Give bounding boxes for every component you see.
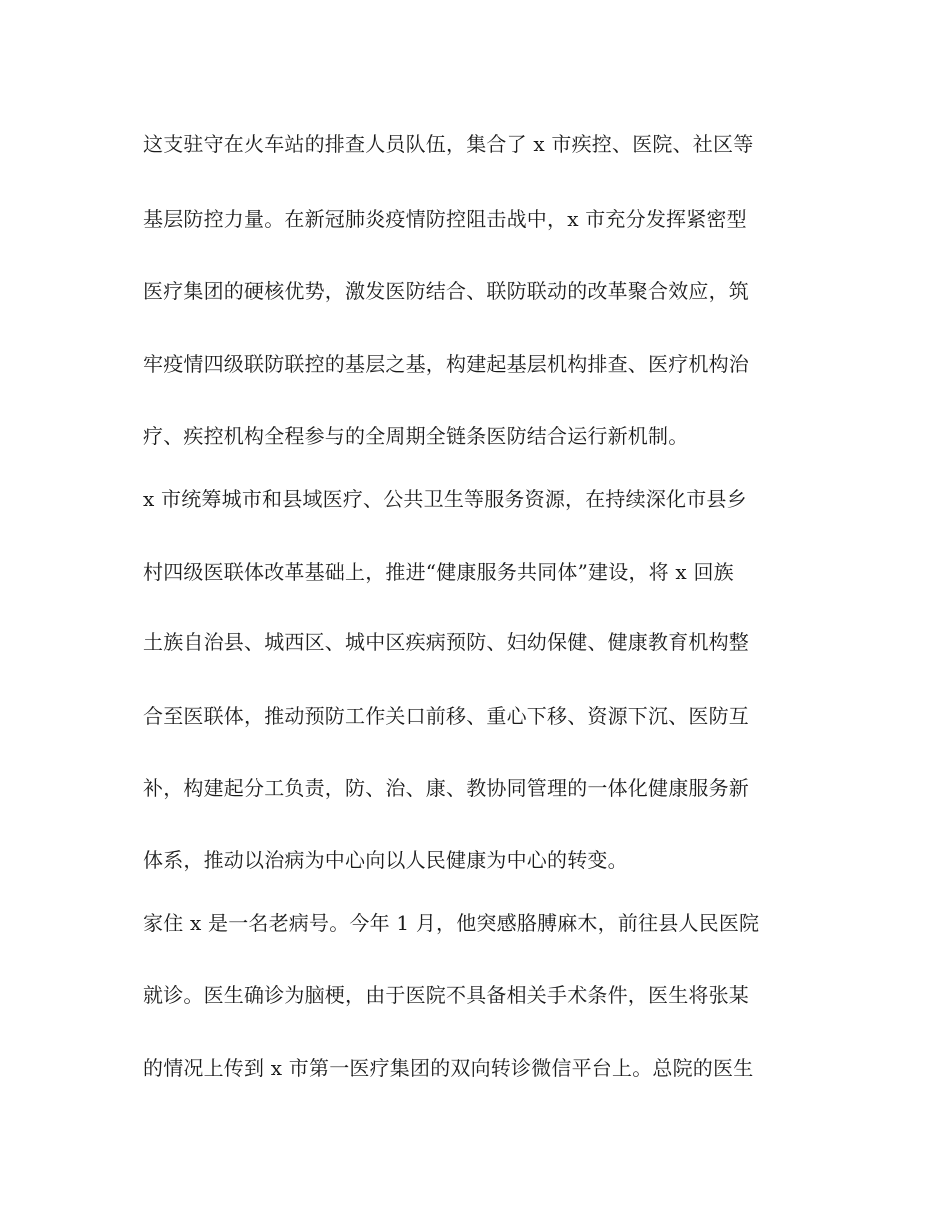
paragraph-1-line-1: 这支驻守在火车站的排查人员队伍，集合了 x 市疾控、医院、社区等 <box>143 132 754 156</box>
paragraph-2-line-5: 补，构建起分工负责，防、治、康、教协同管理的一体化健康服务新 <box>143 776 749 800</box>
paragraph-2-line-3: 土族自治县、城西区、城中区疾病预防、妇幼保健、健康教育机构整 <box>143 630 749 654</box>
paragraph-3-line-2: 就诊。医生确诊为脑梗，由于医院不具备相关手术条件，医生将张某 <box>143 983 749 1007</box>
paragraph-3-line-1: 家住 x 是一名老病号。今年 1 月，他突感胳膊麻木，前往县人民医院 <box>143 911 760 935</box>
paragraph-1-line-3: 医疗集团的硬核优势，激发医防结合、联防联动的改革聚合效应，筑 <box>143 279 749 303</box>
paragraph-1-line-2: 基层防控力量。在新冠肺炎疫情防控阻击战中，x 市充分发挥紧密型 <box>143 207 747 231</box>
paragraph-2-line-1: x 市统筹城市和县域医疗、公共卫生等服务资源，在持续深化市县乡 <box>143 487 747 511</box>
paragraph-3-line-3: 的情况上传到 x 市第一医疗集团的双向转诊微信平台上。总院的医生 <box>143 1056 754 1080</box>
paragraph-2-line-6: 体系，推动以治病为中心向以人民健康为中心的转变。 <box>143 848 628 872</box>
paragraph-1-line-5: 疗、疾控机构全程参与的全周期全链条医防结合运行新机制。 <box>143 424 689 448</box>
paragraph-2-line-2: 村四级医联体改革基础上，推进“健康服务共同体”建设，将 x 回族 <box>143 560 734 584</box>
paragraph-2-line-4: 合至医联体，推动预防工作关口前移、重心下移、资源下沉、医防互 <box>143 704 749 728</box>
paragraph-1-line-4: 牢疫情四级联防联控的基层之基，构建起基层机构排查、医疗机构治 <box>143 352 749 376</box>
